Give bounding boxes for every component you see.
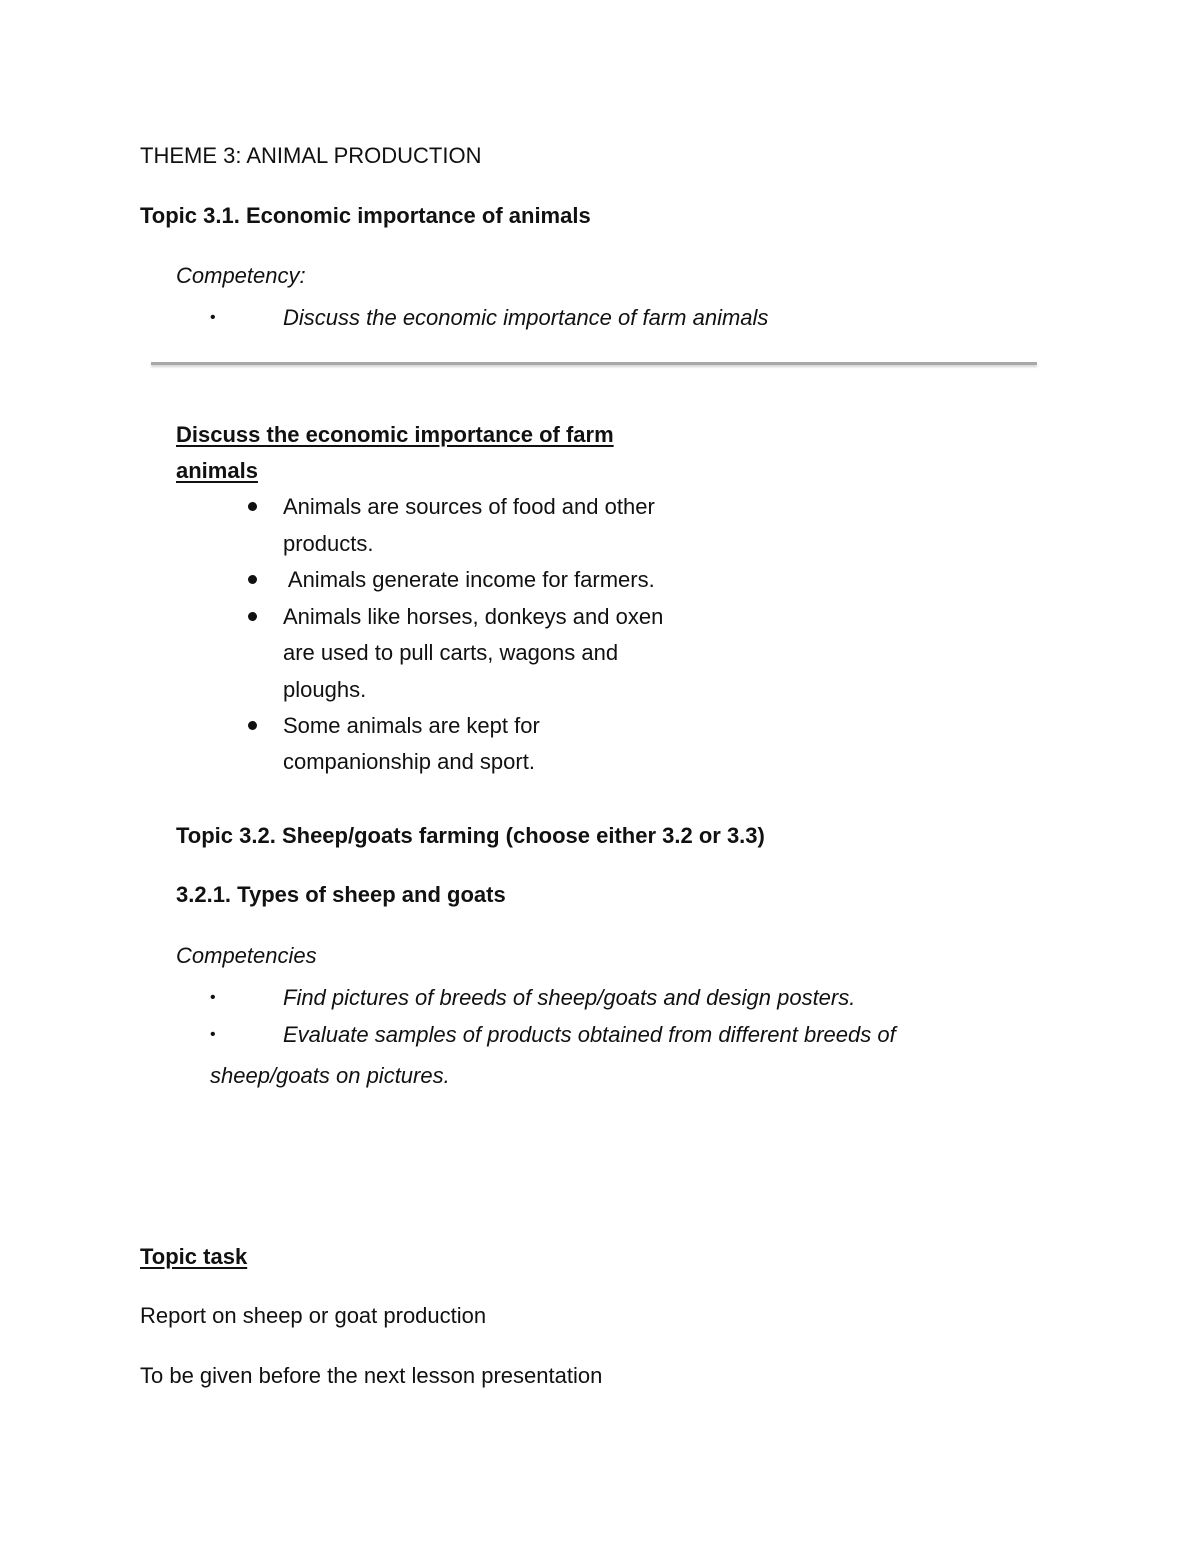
bullet-dot-icon xyxy=(248,612,257,621)
topic-3-1-heading: Topic 3.1. Economic importance of animals xyxy=(140,203,591,228)
competency-bullet: • xyxy=(210,989,216,1006)
topic-task-line: To be given before the next lesson presentation xyxy=(140,1363,603,1388)
bullet-dot-icon xyxy=(248,502,257,511)
competency-item: Discuss the economic importance of farm animals xyxy=(283,305,769,330)
list-item-line: Some animals are kept for xyxy=(283,713,540,738)
discussion-heading-line2: animals xyxy=(176,458,258,483)
list-item-line: companionship and sport. xyxy=(283,749,535,774)
list-item-line: products. xyxy=(283,531,374,556)
list-item-line: Animals like horses, donkeys and oxen xyxy=(283,604,664,629)
list-item-line: Animals generate income for farmers. xyxy=(283,567,655,592)
topic-task-line: Report on sheep or goat production xyxy=(140,1303,487,1328)
list-item-line: are used to pull carts, wagons and xyxy=(283,640,619,665)
competency-item: Evaluate samples of products obtained from different breeds of xyxy=(283,1022,896,1047)
topic-3-2-1-subheading: 3.2.1. Types of sheep and goats xyxy=(176,882,506,907)
topic-task-heading: Topic task xyxy=(140,1244,248,1269)
competency-bullet: • xyxy=(210,309,216,326)
competency-label: Competency: xyxy=(176,263,306,288)
horizontal-divider xyxy=(151,362,1037,365)
list-item-line: ploughs. xyxy=(283,677,367,702)
competencies-label: Competencies xyxy=(176,943,317,968)
topic-3-2-heading: Topic 3.2. Sheep/goats farming (choose either 3.2 or 3.3) xyxy=(176,823,765,848)
competency-item: Find pictures of breeds of sheep/goats and design posters. xyxy=(283,985,856,1010)
list-item-line: Animals are sources of food and other xyxy=(283,494,655,519)
theme-heading: THEME 3: ANIMAL PRODUCTION xyxy=(140,143,482,168)
bullet-dot-icon xyxy=(248,721,257,730)
discussion-heading-line1: Discuss the economic importance of farm xyxy=(176,422,614,447)
bullet-dot-icon xyxy=(248,575,257,584)
competency-item-continuation: sheep/goats on pictures. xyxy=(210,1063,450,1088)
competency-bullet: • xyxy=(210,1026,216,1043)
